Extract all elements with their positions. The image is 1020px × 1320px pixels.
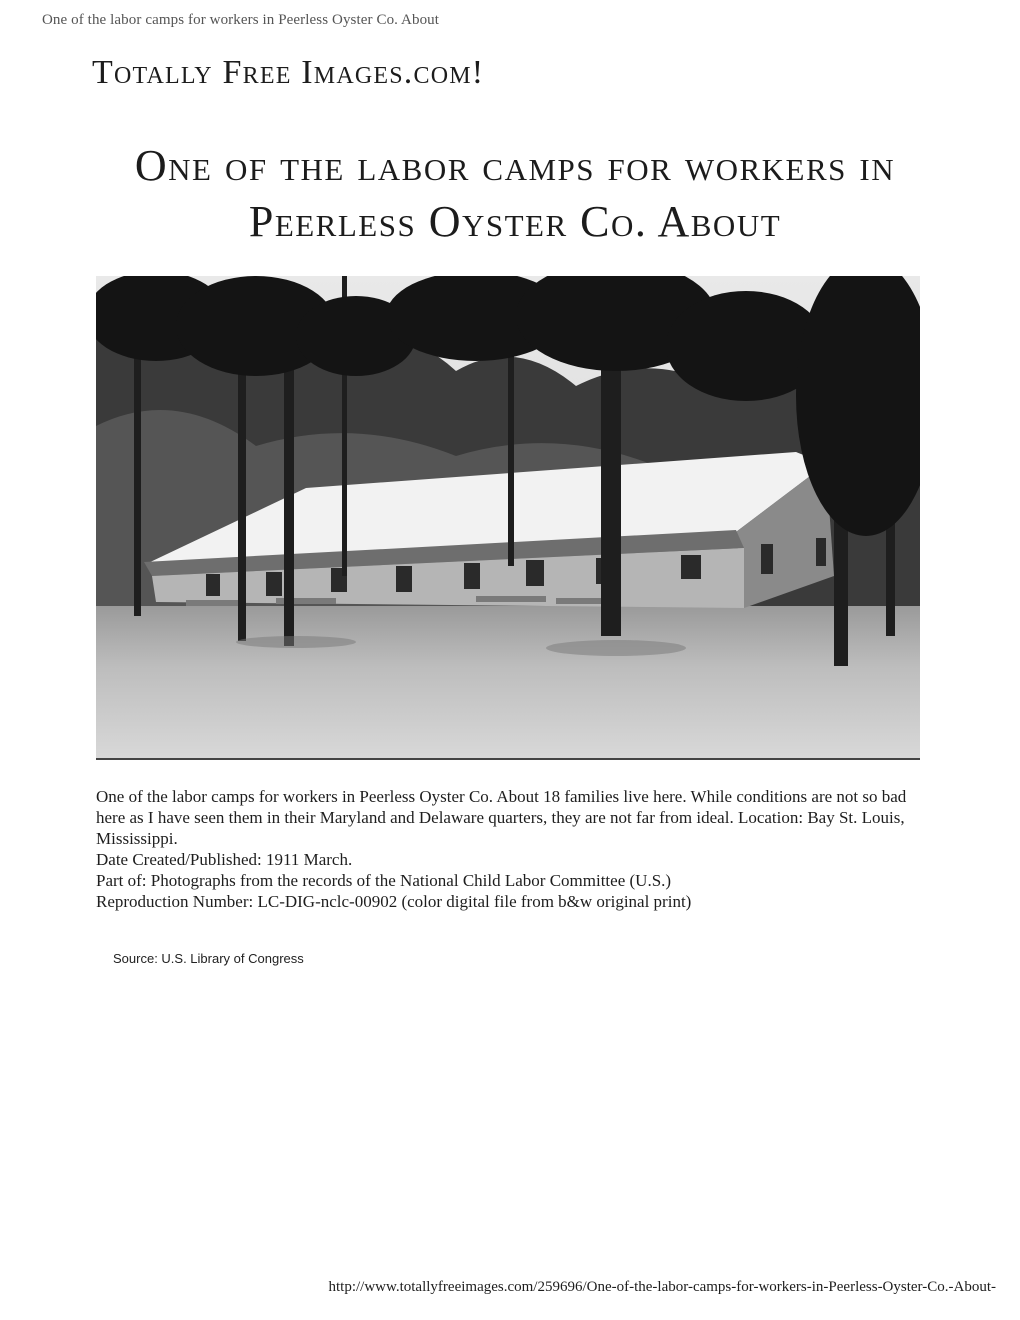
page-title-line-2: Peerless Oyster Co. About (248, 197, 782, 246)
page-title-line-1: One of the labor camps for workers in (134, 141, 896, 190)
site-title: Totally Free Images.com! (92, 54, 485, 91)
page-url[interactable]: http://www.totallyfreeimages.com/259696/One-of-the-labor-camps-for-workers-in-Peerless-Oyster-Co.-About- (328, 1279, 996, 1295)
page-title (60, 138, 970, 250)
photo-caption (96, 786, 936, 912)
caption-date: Date Created/Published: 1911 March. (96, 850, 353, 869)
running-header: One of the labor camps for workers in Peerless Oyster Co. About (42, 12, 440, 28)
labor-camp-photo (96, 276, 920, 760)
caption-reproduction-number: Reproduction Number: LC-DIG-nclc-00902 (color digital file from b&w original print) (96, 892, 692, 911)
caption-collection: Part of: Photographs from the records of the National Child Labor Committee (U.S.) (96, 871, 672, 890)
caption-description: One of the labor camps for workers in Peerless Oyster Co. About 18 families live here. While conditions are not so bad here as I have seen them in their Maryland and Delaware quarters, they are not far from ideal. Location: Bay St. Louis, Mississippi. (96, 787, 907, 848)
labor-camp-photo-drawing (96, 276, 920, 758)
source-credit: Source: U.S. Library of Congress (113, 951, 304, 966)
